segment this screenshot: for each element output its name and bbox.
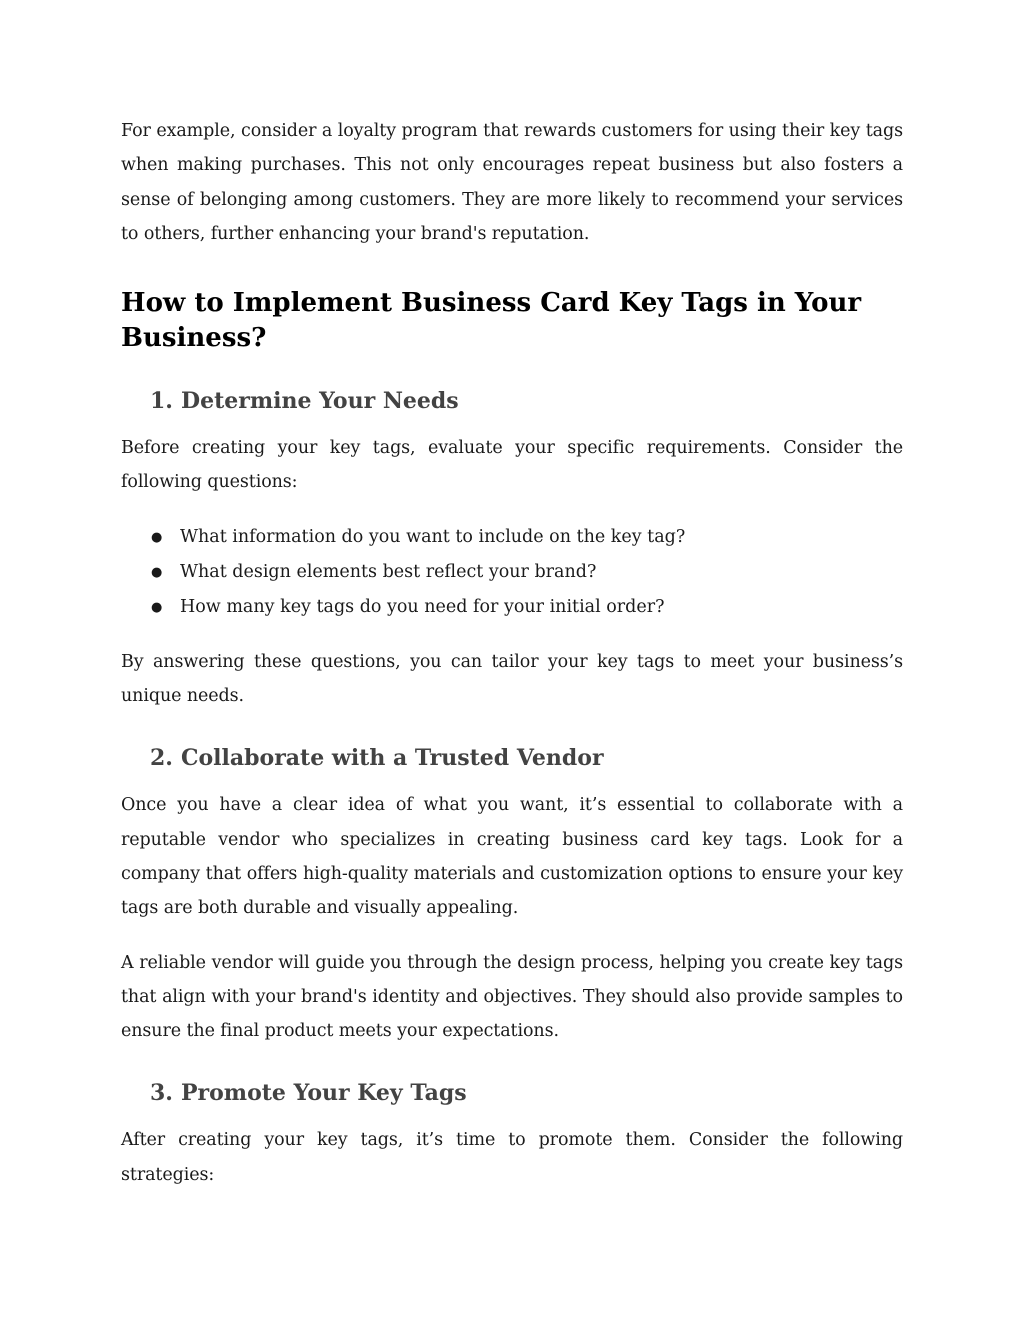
step-3-paragraph: After creating your key tags, it’s time to promote them. Consider the following strategies: bbox=[121, 1130, 903, 1185]
bullet-icon: ● bbox=[151, 599, 163, 615]
step-1-closing-paragraph: By answering these questions, you can tailor your key tags to meet your business’s unique needs. bbox=[121, 651, 903, 707]
step-1-paragraph: Before creating your key tags, evaluate your specific requirements. Consider the following questions: bbox=[121, 438, 903, 493]
step-1-heading bbox=[121, 386, 903, 416]
intro-paragraph: For example, consider a loyalty program that rewards customers for using their key tags when making purchases. This not only encourages repeat business but also fosters a sense of belonging among customers. They are more likely to recommend your services to others, further enhancing your brand's reputation. bbox=[121, 121, 903, 244]
list-item bbox=[121, 520, 903, 555]
step-1-number: 1. bbox=[150, 388, 173, 415]
list-item bbox=[121, 590, 903, 625]
bullet-icon: ● bbox=[151, 564, 163, 580]
step-2-number: 2. bbox=[150, 745, 173, 772]
list-item-text: What design elements best reflect your brand? bbox=[180, 561, 597, 582]
step-2-heading bbox=[121, 743, 903, 773]
step-1-title: Determine Your Needs bbox=[181, 388, 459, 415]
document-page bbox=[121, 114, 903, 1192]
list-item-text: What information do you want to include on the key tag? bbox=[180, 526, 686, 547]
list-item-text: How many key tags do you need for your initial order? bbox=[180, 596, 665, 617]
step-2-paragraph-1: Once you have a clear idea of what you want, it’s essential to collaborate with a reputable vendor who specializes in creating business card key tags. Look for a company that offers high-quality materials and customization options to ensure your key tags are both durable and visually appealing. bbox=[121, 795, 903, 919]
step-3-number: 3. bbox=[150, 1080, 173, 1107]
bullet-icon: ● bbox=[151, 529, 163, 545]
section-title: How to Implement Business Card Key Tags in Your Business? bbox=[121, 288, 862, 354]
list-item bbox=[121, 555, 903, 590]
step-2-paragraph-2: A reliable vendor will guide you through the design process, helping you create key tags that align with your brand's identity and objectives. They should also provide samples to ensure the final product meets your expectations. bbox=[121, 952, 903, 1042]
step-2-title: Collaborate with a Trusted Vendor bbox=[181, 745, 604, 772]
step-3-title: Promote Your Key Tags bbox=[181, 1080, 467, 1107]
step-1-question-list bbox=[121, 520, 903, 625]
step-3-heading bbox=[121, 1078, 903, 1108]
